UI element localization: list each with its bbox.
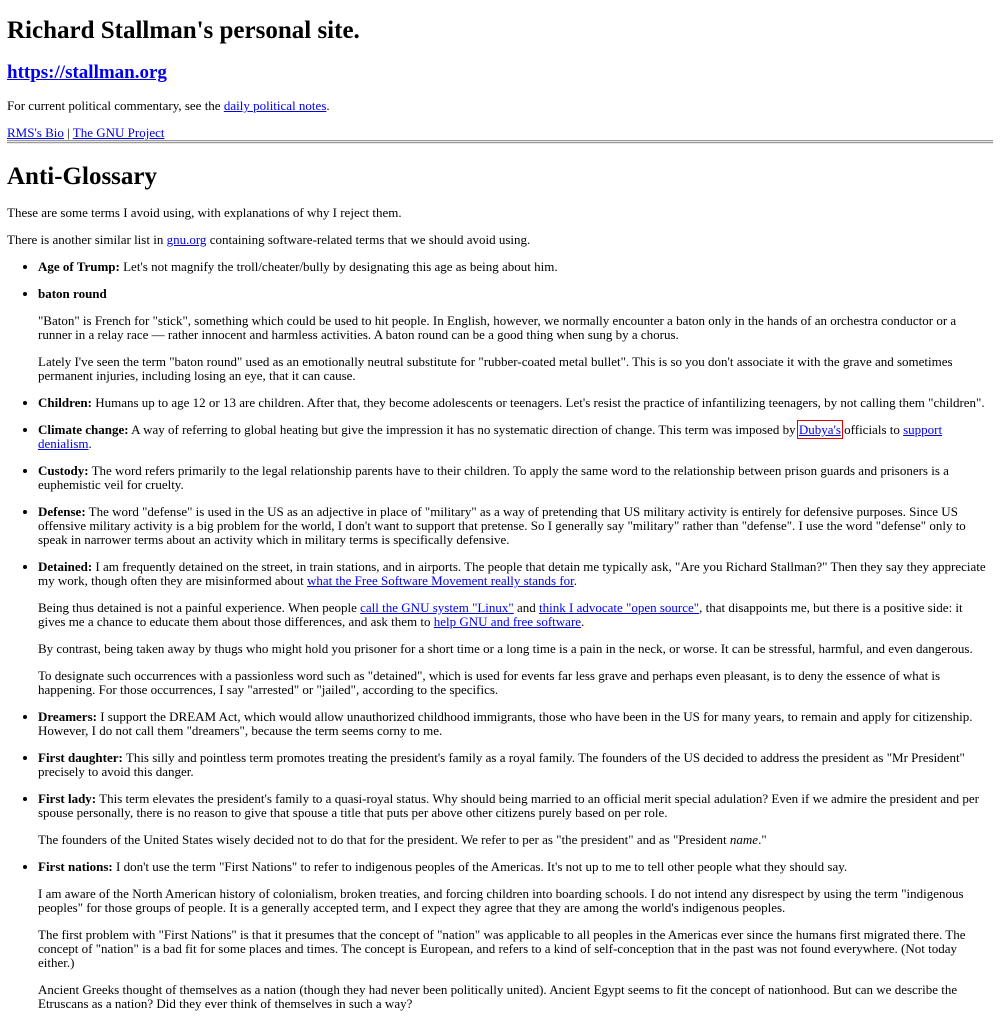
entry-term: Climate change: [38,422,129,437]
glossary-list [7,260,993,1011]
entry-text: The word refers primarily to the legal relationship parents have to their children. To apply the same word to the relationship between prison guards and prisoners is a euphemistic veil for cruelty. [38,463,949,492]
entry-paragraph: The first problem with "First Nations" is that it presumes that the concept of "nation" was applicable to all peoples in the Americas ever since the humans first migrated there. The concept of "nation" is a bad fit for some places and times. The concept is European, and refers to a kind of self-conception that in the past was not found everywhere. (Not today either.) [38,927,966,970]
entry-text: ." [758,832,767,847]
entry-term: Detained: [38,559,93,574]
commentary-prefix: For current political commentary, see the [7,98,224,113]
entry-paragraph: By contrast, being taken away by thugs who might hold you prisoner for a short time or a long time is a pain in the neck, or worse. It can be stressful, harmful, and even dangerous. [38,641,973,656]
nav-links [7,126,993,140]
entry-climate-change [38,423,993,451]
similar-prefix: There is another similar list in [7,232,167,247]
divider [7,142,993,144]
commentary-suffix: . [326,98,330,113]
support-denialism-link[interactable]: support denialism [38,422,943,451]
entry-text: This term elevates the president's family to a quasi-royal status. Why should being married to an official merit special adulation? Even if we admire the president and per spouse personally, there is no reason to give that spouse a title that puts per above other citizens purely based on per role. [38,791,979,820]
entry-term: Dreamers: [38,709,97,724]
entry-first-nations [38,860,993,1011]
page [0,17,1000,1011]
entry-text: This silly and pointless term promotes treating the president's family as a royal family. The founders of the US decided to address the president as "Mr President" precisely to avoid this danger. [38,750,965,779]
nav-separator: | [63,125,73,140]
entry-term: First daughter: [38,750,123,765]
page-title: Anti-Glossary [7,163,157,190]
help-gnu-link[interactable]: help GNU and free software [433,614,582,629]
entry-text: I support the DREAM Act, which would allow unauthorized childhood immigrants, those who have been in the US for many years, to remain and apply for citizenship. However, I do not call them "dreamers", because the term seems corny to me. [38,709,973,738]
entry-text: , that disappoints me, but there is a positive side: it gives me a chance to educate them about those differences, and ask them to [38,600,963,629]
entry-paragraph [38,601,993,629]
entry-text: The founders of the United States wisely decided not to do that for the president. We refer to per as "the president" and as "President [38,832,730,847]
site-url-link[interactable]: https://stallman.org [7,62,167,83]
site-url-heading [7,62,993,84]
entry-paragraph: "Baton" is French for "stick", something which could be used to hit people. In English, however, we normally encounter a baton only in the hands of an orchestra conductor or a runner in a relay race — rather innocent and harmless activities. A baton round can be a good thing when sung by a chorus. [38,313,957,342]
entry-emphasis: name [729,832,759,847]
entry-text: Let's not magnify the troll/cheater/bully by designating this age as being about him. [119,259,558,274]
gnu-project-link[interactable]: The GNU Project [72,125,165,140]
entry-paragraph [38,833,993,847]
entry-paragraph: I am aware of the North American history of colonialism, broken treaties, and forcing children into boarding schools. I do not intend any disrespect by using the term "indigenous peoples" for those groups of people. It is a generally accepted term, and I expect they agree that they are among the world's indigenous peoples. [38,886,964,915]
open-source-link[interactable]: think I advocate "open source" [539,600,700,615]
site-title: Richard Stallman's personal site. [7,17,360,44]
entry-text: A way of referring to global heating but give the impression it has no systematic direction of change. This term was imposed by [128,422,799,437]
similar-suffix: containing software-related terms that we should avoid using. [206,232,531,247]
entry-paragraph: To designate such occurrences with a passionless word such as "detained", which is used for events far less grave and perhaps even pleasant, is to deny the essence of what is happening. For those occurrences, I say "arrested" or "jailed", according to the specifics. [38,668,941,697]
entry-text: officials to [840,422,904,437]
entry-first-lady [38,792,993,847]
gnu-org-link[interactable]: gnu.org [166,232,207,247]
commentary-line [7,99,993,113]
entry-term: Custody: [38,463,89,478]
rms-bio-link[interactable]: RMS's Bio [7,125,64,140]
entry-term: Age of Trump: [38,259,120,274]
entry-paragraph: Lately I've seen the term "baton round" used as an emotionally neutral substitute for "rubber-coated metal bullet". This is so you don't associate it with the grave and sometimes permanent injuries, including losing an eye, that it can cause. [38,354,953,383]
entry-first-daughter [38,751,993,779]
entry-custody [38,464,993,492]
entry-baton-round [38,287,993,383]
entry-term: Children: [38,395,92,410]
entry-dreamers [38,710,993,738]
entry-age-of-trump [38,260,993,274]
dubyas-link[interactable]: Dubya's [798,422,841,437]
entry-term: baton round [38,286,107,301]
entry-text: and [513,600,540,615]
intro-text: These are some terms I avoid using, with explanations of why I reject them. [7,205,402,220]
entry-children [38,396,993,410]
entry-term: First lady: [38,791,97,806]
entry-term: Defense: [38,504,86,519]
entry-text: . [88,436,92,451]
entry-paragraph: Ancient Greeks thought of themselves as a nation (though they had never been politically united). Ancient Egypt seems to fit the concept of nationhood. But can we describe the Etruscans as a nation? Did they ever think of themselves in such a way? [38,982,958,1011]
free-software-movement-link[interactable]: what the Free Software Movement really stands for [306,573,574,588]
gnu-linux-link[interactable]: call the GNU system "Linux" [360,600,514,615]
entry-detained [38,560,993,697]
entry-text: Humans up to age 12 or 13 are children. After that, they become adolescents or teenagers. Let's resist the practice of infantilizing teenagers, by not calling them "children". [91,395,985,410]
entry-text: Being thus detained is not a painful experience. When people [38,600,361,615]
entry-text: . [573,573,578,588]
entry-term: First nations: [38,859,113,874]
entry-text: . [581,614,585,629]
entry-text: The word "defense" is used in the US as an adjective in place of "military" as a way of pretending that US military activity is entirely for defensive purposes. Since US offensive military activity is a big problem for the world, I don't want to support that pretense. So I generally say "military" rather than "defense". I use the word "defense" only to speak in narrower terms about an activity which in military terms is specifically defensive. [38,504,966,547]
similar-list-line [7,233,993,247]
entry-text: I don't use the term "First Nations" to refer to indigenous peoples of the Americas. It's not up to me to tell other people what they should say. [112,859,848,874]
entry-defense [38,505,993,547]
daily-political-notes-link[interactable]: daily political notes [223,98,327,113]
entry-text: I am frequently detained on the street, in train stations, and in airports. The people that detain me typically ask, "Are you Richard Stallman?" Then they say they appreciate my work, though often they are misinformed about [38,559,986,588]
